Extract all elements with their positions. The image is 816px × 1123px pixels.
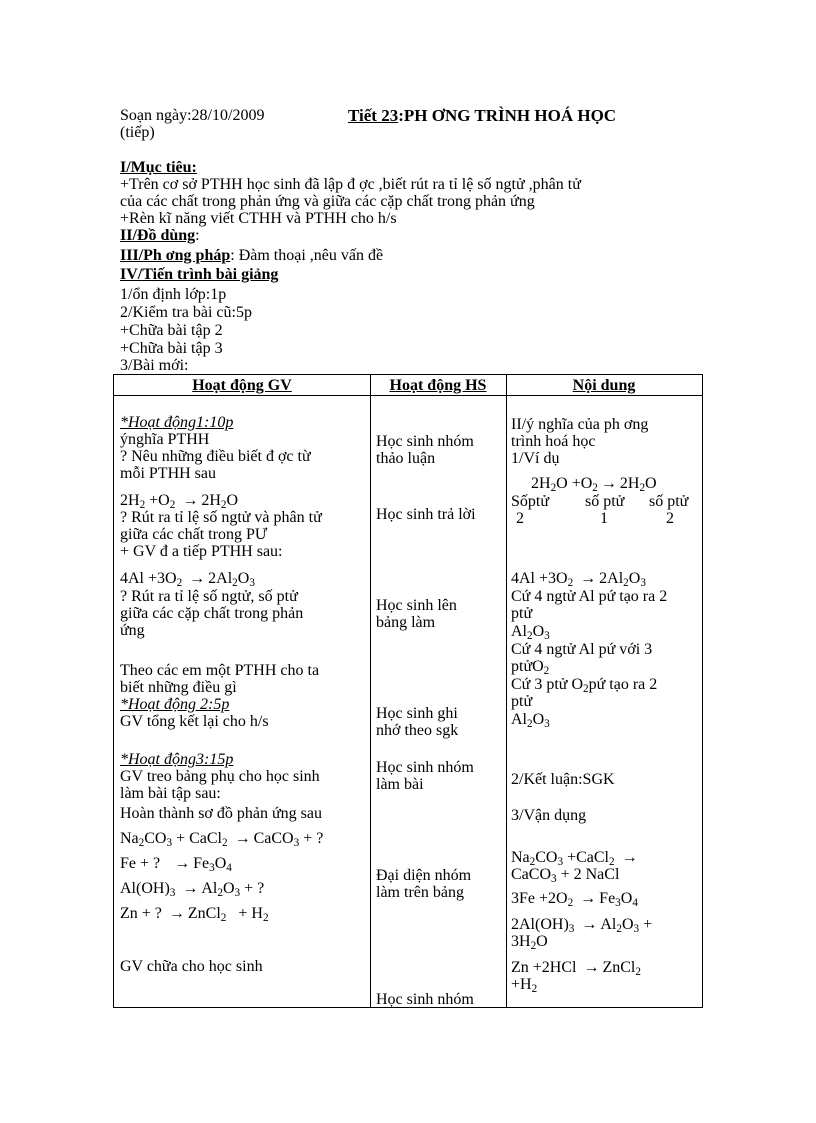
- hs-text: Đại diện nhóm: [376, 867, 472, 884]
- header-content: Nội dung: [572, 377, 636, 394]
- content-formula: Cứ 3 ptử $O_2pứ$ tạo ra 2: [511, 676, 658, 695]
- header-divider: [114, 395, 702, 396]
- hs-text: Học sinh lên: [376, 597, 457, 614]
- arrow-icon: →: [600, 475, 617, 492]
- equation-fe3o4-answer: $3Fe +2O_2 \to Fe_3O_4$: [511, 890, 638, 909]
- activity-2-heading: *Hoạt động 2:5p: [120, 696, 230, 713]
- column-divider: [506, 375, 507, 1007]
- column-divider: [370, 375, 371, 1007]
- equation-al2o3: $4Al +3O_2 \to 2Al_2O_3$: [120, 570, 255, 589]
- objectives-heading: I/Mục tiêu:: [120, 159, 197, 176]
- content-text: 3/Vận dụng: [511, 807, 587, 824]
- content-text: 2/Kết luận:SGK: [511, 771, 615, 788]
- content-text: Cứ 4 ngtử Al pứ tạo ra 2: [511, 588, 668, 605]
- equation-al2o3-answer: $4Al +3O_2 \to 2Al_2O_3$: [511, 570, 646, 589]
- gv-text: + GV đ a tiếp PTHH sau:: [120, 543, 283, 560]
- content-text: Cứ 4 ngtử Al pứ với 3: [511, 641, 653, 658]
- content-number: 1: [600, 510, 608, 527]
- gv-text: giữa các cặp chất trong phản: [120, 605, 304, 622]
- step-line: +Chữa bài tập 2: [120, 322, 223, 339]
- equation-na2co3: $Na_2CO_3$ + CaCl$_2$ → CaCO$_3$ + ?: [120, 830, 324, 849]
- activity-1-heading: *Hoạt động1:10p: [120, 414, 234, 431]
- page-title: [348, 107, 616, 124]
- content-text: Sốptử: [511, 493, 550, 510]
- header-gv: Hoạt động GV: [192, 377, 292, 394]
- equation-zncl2-answer: Zn +2HCl → ZnCl$_2$: [511, 959, 641, 978]
- method-text: : Đàm thoại ,nêu vấn đề: [230, 247, 384, 264]
- content-number: 2: [666, 510, 674, 527]
- equipment-heading: II/Đồ dùng: [120, 227, 196, 244]
- gv-text: biết những điều gì: [120, 679, 237, 696]
- equation-h2o: $2H_2 +O_2 \to 2H_2O$: [120, 492, 239, 511]
- content-formula: ptửO$_2$: [511, 658, 550, 677]
- gv-text: ýnghĩa PTHH: [120, 431, 210, 448]
- content-formula: CaCO$_3$ + 2 NaCl: [511, 866, 620, 885]
- content-formula: $3H_2O$: [511, 933, 548, 952]
- objective-text: +Rèn kĩ năng viết CTHH và PTHH cho h/s: [120, 210, 397, 227]
- arrow-icon: →: [234, 830, 251, 847]
- continued-note: (tiếp): [120, 124, 155, 141]
- gv-text: ? Rút ra tỉ lệ số ngtử, số ptử: [120, 588, 298, 605]
- arrow-icon: →: [580, 890, 597, 907]
- gv-text: Theo các em một PTHH cho ta: [120, 662, 320, 679]
- gv-text: mỗi PTHH sau: [120, 465, 216, 482]
- content-text: ptử: [511, 693, 533, 710]
- equation-fe3o4: Fe + ? → $Fe_3O_4$: [120, 855, 232, 874]
- equation-na2co3-answer: $Na_2CO_3$ +CaCl$_2$ →: [511, 849, 638, 868]
- equipment-line: [120, 227, 200, 244]
- equation-aloh3-answer: $2Al(OH)_3 \to Al_2O_3$ +: [511, 916, 653, 935]
- content-text: trình hoá học: [511, 433, 596, 450]
- gv-text: giữa các chất trong PƯ: [120, 526, 268, 543]
- objective-text: của các chất trong phản ứng và giữa các cặp chất trong phản ứng: [120, 193, 535, 210]
- process-heading: IV/Tiến trình bài giảng: [120, 266, 279, 283]
- date-line: Soạn ngày:28/10/2009: [120, 107, 265, 124]
- step-line: 1/ổn định lớp:1p: [120, 286, 227, 303]
- gv-text: GV chữa cho học sinh: [120, 958, 263, 975]
- hs-text: làm trên bảng: [376, 884, 464, 901]
- arrow-icon: →: [182, 492, 199, 509]
- content-formula: $Al_2O_3$: [511, 623, 550, 642]
- equation-zncl2: Zn + ? → ZnCl$_2$ + $H_2$: [120, 905, 269, 924]
- content-text: 1/Ví dụ: [511, 450, 560, 467]
- equation-aloh3: $Al(OH)_3 \to Al_2O_3$ + ?: [120, 880, 265, 899]
- lesson-number: Tiết 23: [348, 106, 399, 125]
- hs-text: Học sinh nhóm: [376, 433, 474, 450]
- equipment-colon: :: [195, 227, 200, 244]
- content-number: 2: [516, 510, 524, 527]
- arrow-icon: →: [168, 905, 185, 922]
- hs-text: bảng làm: [376, 614, 436, 631]
- arrow-icon: →: [581, 916, 598, 933]
- gv-text: ? Nêu những điều biết đ ợc từ: [120, 448, 311, 465]
- content-text: ptử: [511, 605, 533, 622]
- content-text: số ptử: [585, 493, 625, 510]
- hs-text: Học sinh nhóm: [376, 759, 474, 776]
- equation-h2o-example: $2H_2O +O_2 \to 2H_2O$: [531, 475, 657, 494]
- hs-text: Học sinh trả lời: [376, 506, 476, 523]
- content-text: II/ý nghĩa của ph ơng: [511, 416, 649, 433]
- lesson-table: [113, 374, 703, 1008]
- step-line: +Chữa bài tập 3: [120, 340, 223, 357]
- lesson-title: :PH ƠNG TRÌNH HOÁ HỌC: [398, 106, 617, 125]
- arrow-icon: →: [580, 570, 597, 587]
- content-text: số ptử: [649, 493, 689, 510]
- gv-text: GV treo bảng phụ cho học sinh: [120, 768, 320, 785]
- gv-text: Hoàn thành sơ đồ phản ứng sau: [120, 805, 322, 822]
- arrow-icon: →: [189, 570, 206, 587]
- arrow-icon: →: [174, 855, 191, 872]
- objective-text: +Trên cơ sở PTHH học sinh đã lập đ ợc ,biết rút ra tỉ lệ số ngtử ,phân tử: [120, 176, 581, 193]
- content-formula: $Al_2O_3$: [511, 711, 550, 730]
- gv-text: GV tổng kết lại cho h/s: [120, 713, 269, 730]
- arrow-icon: →: [621, 849, 638, 866]
- activity-3-heading: *Hoạt động3:15p: [120, 751, 234, 768]
- gv-text: ? Rút ra tỉ lệ số ngtử và phân tử: [120, 509, 322, 526]
- hs-text: làm bài: [376, 776, 424, 793]
- gv-text: làm bài tập sau:: [120, 785, 221, 802]
- hs-text: Học sinh nhóm: [376, 991, 474, 1008]
- step-line: 2/Kiểm tra bài cũ:5p: [120, 304, 252, 321]
- content-formula: $+H_2$: [511, 976, 538, 995]
- hs-text: Học sinh ghi: [376, 705, 458, 722]
- method-line: [120, 247, 383, 264]
- arrow-icon: →: [182, 880, 199, 897]
- arrow-icon: →: [583, 959, 600, 976]
- header-hs: Hoạt động HS: [389, 377, 487, 394]
- method-heading: III/Ph ơng pháp: [120, 247, 231, 264]
- hs-text: nhớ theo sgk: [376, 722, 459, 739]
- gv-text: ứng: [120, 622, 145, 639]
- step-line: 3/Bài mới:: [120, 357, 189, 374]
- hs-text: thảo luận: [376, 450, 436, 467]
